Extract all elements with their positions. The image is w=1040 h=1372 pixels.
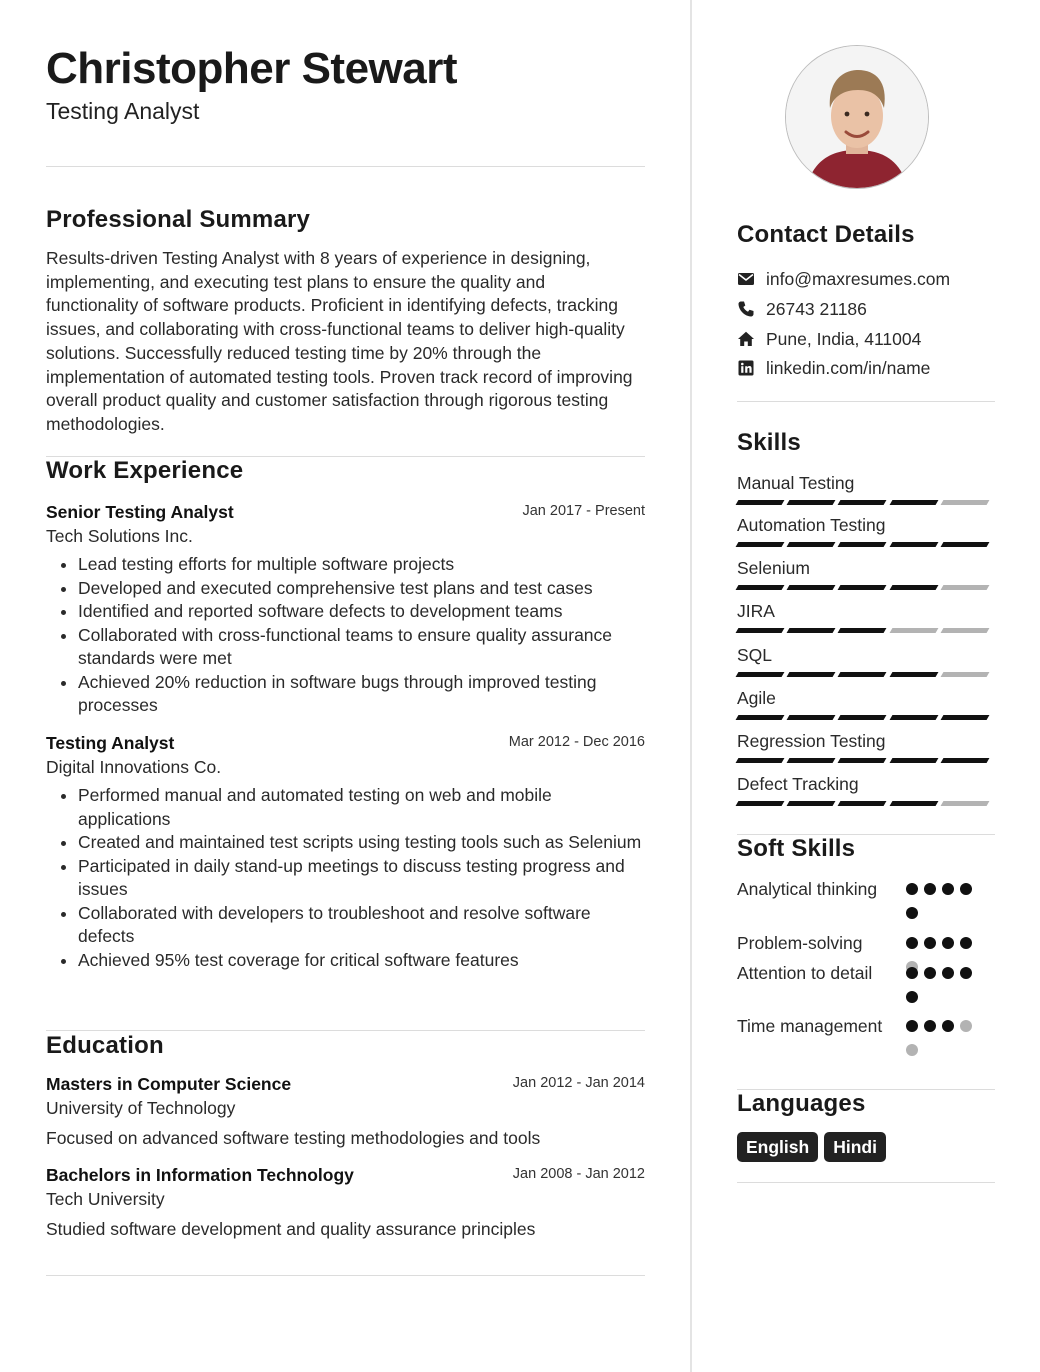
job-bullets: [46, 784, 645, 972]
skill-level-segment: [940, 672, 989, 677]
soft-skills-title: Soft Skills: [737, 835, 856, 862]
job-bullet: • Achieved 95% test coverage for critical software features: [78, 949, 645, 973]
skill-level-segment: [838, 542, 887, 547]
skill-level-segment: [889, 585, 938, 590]
skill-name: Manual Testing: [737, 473, 855, 493]
soft-skill-name: Attention to detail: [737, 963, 873, 983]
job-title: Testing Analyst: [46, 733, 175, 753]
rating-dot: [960, 937, 972, 949]
languages-title: Languages: [737, 1090, 866, 1117]
soft-skill-item: [737, 931, 995, 955]
education-entry: [46, 1163, 645, 1241]
home-icon: [737, 330, 755, 348]
languages-divider: [737, 1182, 995, 1183]
rating-dot: [906, 967, 918, 979]
rating-dot: [960, 883, 972, 895]
rating-dot: [924, 967, 936, 979]
skill-level-segment: [736, 672, 785, 677]
job-company: Digital Innovations Co.: [46, 757, 222, 777]
skill-item: [737, 514, 993, 547]
rating-dot: [942, 937, 954, 949]
rating-dot: [942, 1020, 954, 1032]
skill-item: [737, 472, 993, 505]
skill-level-segment: [736, 542, 785, 547]
education-description: Studied software development and quality assurance principles: [46, 1219, 536, 1239]
profile-photo: [785, 45, 929, 189]
soft-skill-rating: [906, 1020, 981, 1068]
skill-level-segment: [838, 758, 887, 763]
skill-item: [737, 730, 993, 763]
skill-level-segment: [787, 801, 836, 806]
languages-list: [737, 1132, 892, 1162]
skill-level-segment: [736, 628, 785, 633]
skill-level-segment: [736, 758, 785, 763]
contact-divider: [737, 401, 995, 402]
phone-text: 26743 21186: [766, 298, 867, 319]
skill-level-segment: [889, 672, 938, 677]
skill-level-segment: [736, 801, 785, 806]
school-name: University of Technology: [46, 1098, 236, 1118]
skill-level-segment: [889, 542, 938, 547]
linkedin-text: linkedin.com/in/name: [766, 357, 931, 378]
skill-level-segment: [940, 801, 989, 806]
skill-level-segment: [736, 715, 785, 720]
header-divider: [46, 166, 645, 167]
skill-name: JIRA: [737, 601, 775, 621]
soft-skill-rating: [906, 967, 981, 1015]
skill-level-segment: [838, 500, 887, 505]
job-bullet: • Participated in daily stand-up meetings to discuss testing progress and issues: [78, 855, 645, 902]
candidate-name: Christopher Stewart: [46, 44, 458, 93]
job-bullets: [46, 553, 645, 718]
job-date: Jan 2017 - Present: [522, 503, 645, 519]
soft-skill-item: [737, 877, 995, 901]
skill-level-segment: [838, 715, 887, 720]
skill-name: Automation Testing: [737, 515, 886, 535]
degree-title: Masters in Computer Science: [46, 1074, 292, 1094]
skill-name: Defect Tracking: [737, 774, 859, 794]
skill-level-bar: [737, 585, 993, 590]
contact-address: [737, 326, 921, 352]
soft-skill-item: [737, 1014, 995, 1038]
job-bullet: • Created and maintained test scripts using testing tools such as Selenium: [78, 831, 645, 855]
linkedin-icon: [737, 359, 755, 377]
job-entry: [46, 500, 645, 718]
education-divider: [46, 1275, 645, 1276]
contact-linkedin[interactable]: [737, 355, 930, 381]
skill-level-segment: [889, 628, 938, 633]
rating-dot: [942, 883, 954, 895]
rating-dot: [924, 1020, 936, 1032]
education-date: Jan 2012 - Jan 2014: [512, 1075, 645, 1091]
skill-level-segment: [889, 715, 938, 720]
skill-name: Agile: [737, 688, 776, 708]
column-divider: [690, 0, 692, 1372]
school-name: Tech University: [46, 1189, 165, 1209]
skill-level-segment: [889, 500, 938, 505]
email-text: info@maxresumes.com: [766, 268, 951, 289]
rating-dot: [906, 991, 918, 1003]
contact-title: Contact Details: [737, 221, 915, 248]
rating-dot: [906, 1044, 918, 1056]
skill-item: [737, 644, 993, 677]
experience-divider: [46, 1030, 645, 1031]
phone-icon: [737, 300, 755, 318]
job-company: Tech Solutions Inc.: [46, 526, 193, 546]
job-bullet: • Collaborated with cross-functional teams to ensure quality assurance standards were met: [78, 624, 645, 671]
skill-level-segment: [787, 758, 836, 763]
job-bullet: • Performed manual and automated testing on web and mobile applications: [78, 784, 645, 831]
skill-item: [737, 600, 993, 633]
skill-name: Selenium: [737, 558, 810, 578]
rating-dot: [942, 967, 954, 979]
rating-dot: [906, 907, 918, 919]
job-title: Senior Testing Analyst: [46, 502, 234, 522]
job-bullet: • Developed and executed comprehensive test plans and test cases: [78, 577, 645, 601]
summary-text: Results-driven Testing Analyst with 8 years of experience in designing, implementing, and executing test plans to ensure the quality and functionality of software products. Proficient in identifying defects, tracking issues, and collaborating with cross-functional teams to deliver high-quality solutions. Successfully reduced testing time by 20% through the implementation of automated testing tools. Proven track record of improving overall product quality and customer satisfaction through rigorous testing methodologies.: [46, 248, 633, 434]
rating-dot: [906, 1020, 918, 1032]
rating-dot: [960, 967, 972, 979]
skill-level-segment: [940, 585, 989, 590]
job-bullet: • Identified and reported software defects to development teams: [78, 600, 645, 624]
skill-level-segment: [940, 500, 989, 505]
rating-dot: [924, 883, 936, 895]
language-badge: Hindi: [824, 1132, 886, 1162]
skill-level-segment: [736, 585, 785, 590]
skill-level-segment: [940, 715, 989, 720]
skill-item: [737, 773, 993, 806]
education-description: Focused on advanced software testing methodologies and tools: [46, 1128, 541, 1148]
skill-item: [737, 687, 993, 720]
job-bullet: • Collaborated with developers to troubleshoot and resolve software defects: [78, 902, 645, 949]
rating-dot: [960, 1020, 972, 1032]
skill-level-segment: [787, 672, 836, 677]
skill-level-bar: [737, 672, 993, 677]
degree-title: Bachelors in Information Technology: [46, 1165, 354, 1185]
skill-level-segment: [787, 500, 836, 505]
education-title: Education: [46, 1032, 164, 1059]
skill-level-segment: [787, 585, 836, 590]
job-date: Mar 2012 - Dec 2016: [508, 734, 645, 750]
avatar-icon: [786, 46, 928, 188]
skill-name: Regression Testing: [737, 731, 886, 751]
address-text: Pune, India, 411004: [766, 328, 922, 349]
soft-skill-rating: [906, 883, 981, 931]
skill-level-segment: [838, 628, 887, 633]
rating-dot: [906, 883, 918, 895]
summary-title: Professional Summary: [46, 206, 311, 233]
skill-level-bar: [737, 758, 993, 763]
skill-level-segment: [889, 758, 938, 763]
skills-title: Skills: [737, 429, 801, 456]
skill-level-segment: [940, 542, 989, 547]
skill-level-segment: [736, 500, 785, 505]
skill-level-segment: [787, 628, 836, 633]
job-bullet: • Achieved 20% reduction in software bugs through improved testing processes: [78, 671, 645, 718]
skill-level-segment: [838, 672, 887, 677]
skill-level-segment: [940, 758, 989, 763]
soft-skill-name: Problem-solving: [737, 933, 863, 953]
contact-phone[interactable]: [737, 296, 867, 322]
skill-name: SQL: [737, 645, 773, 665]
job-bullet: • Lead testing efforts for multiple software projects: [78, 553, 645, 577]
rating-dot: [924, 937, 936, 949]
skill-level-bar: [737, 542, 993, 547]
skill-level-bar: [737, 500, 993, 505]
skill-level-segment: [940, 628, 989, 633]
skill-level-bar: [737, 801, 993, 806]
job-entry: [46, 731, 645, 972]
skill-level-segment: [838, 585, 887, 590]
rating-dot: [906, 937, 918, 949]
skill-level-bar: [737, 628, 993, 633]
skill-level-segment: [787, 542, 836, 547]
soft-skill-name: Analytical thinking: [737, 879, 878, 899]
skill-level-segment: [787, 715, 836, 720]
skill-level-bar: [737, 715, 993, 720]
candidate-role: Testing Analyst: [46, 98, 200, 124]
contact-email[interactable]: [737, 266, 950, 292]
education-entry: [46, 1072, 645, 1150]
skill-level-segment: [838, 801, 887, 806]
skill-item: [737, 557, 993, 590]
experience-title: Work Experience: [46, 457, 244, 484]
soft-skill-item: [737, 961, 995, 985]
language-badge: English: [737, 1132, 818, 1162]
education-date: Jan 2008 - Jan 2012: [512, 1166, 645, 1182]
soft-skill-name: Time management: [737, 1016, 883, 1036]
skill-level-segment: [889, 801, 938, 806]
envelope-icon: [737, 270, 755, 288]
